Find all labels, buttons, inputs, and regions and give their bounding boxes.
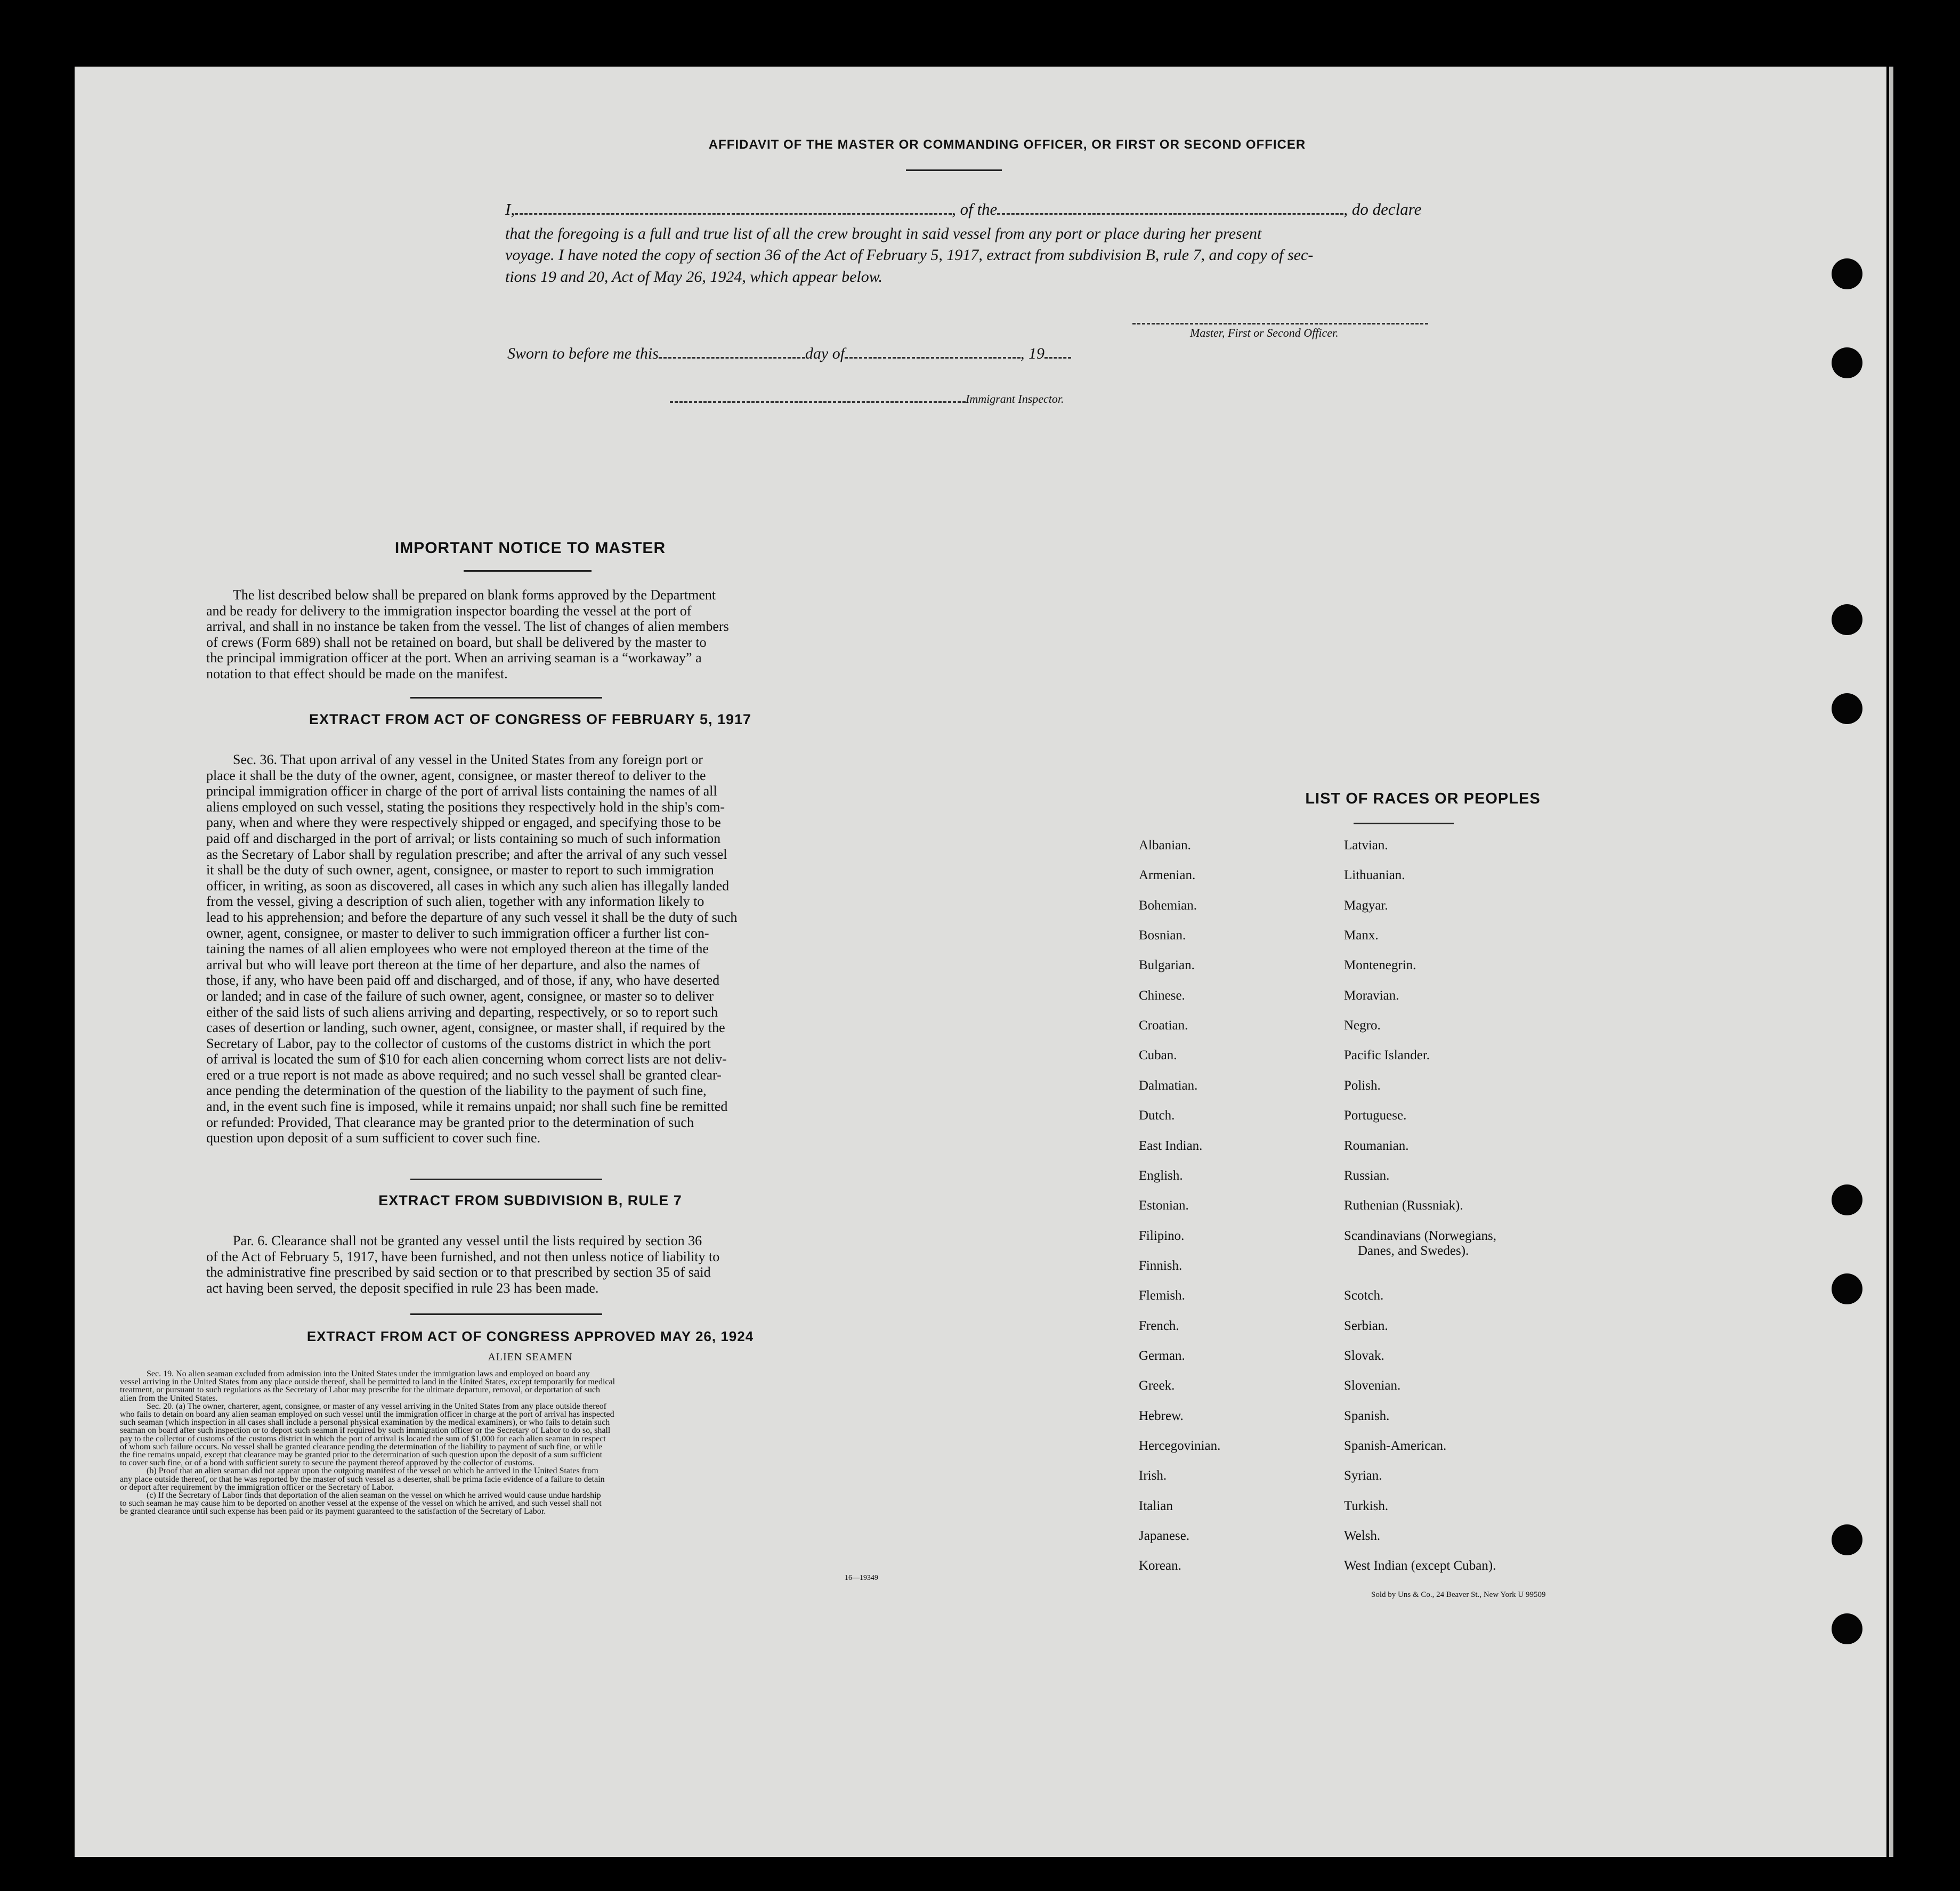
notice-title: IMPORTANT NOTICE TO MASTER [394, 539, 666, 557]
extract-1917-line: owner, agent, consignee, or master to deliver to such immigration officer a further list con- [206, 925, 709, 941]
extract-rule7-title: EXTRACT FROM SUBDIVISION B, RULE 7 [378, 1192, 682, 1208]
race-list-item: Latvian. [1344, 838, 1388, 853]
race-list-item: Armenian. [1139, 868, 1196, 883]
race-list-item: Roumanian. [1344, 1138, 1409, 1153]
year-prefix: , 19 [1021, 345, 1045, 362]
extract-1924-line: who fails to detain on board any alien seaman employed on such vessel until the immigration officer in charge at the port of arrival has inspected [120, 1410, 614, 1419]
extract-rule7-line: of the Act of February 5, 1917, have been furnished, and not then unless notice of liability to [206, 1248, 720, 1264]
race-list-item: West Indian (except Cuban). [1344, 1559, 1496, 1573]
race-list-item: Japanese. [1139, 1529, 1190, 1544]
vessel-blank[interactable] [997, 213, 1343, 215]
race-list-item: Danes, and Swedes). [1358, 1243, 1469, 1258]
sworn-prefix: Sworn to before me this [507, 345, 659, 362]
extract-1924-line: alien from the United States. [120, 1393, 218, 1403]
binder-hole [1832, 258, 1862, 289]
notice-line: the principal immigration officer at the port. When an arriving seaman is a “workaway” a [206, 650, 702, 666]
race-list-item: Scotch. [1344, 1288, 1384, 1303]
extract-1924-line: pay to the collector of customs of the customs district in which the port of arrival is located the sum of $1,000 for each alien seaman in respect [120, 1434, 606, 1443]
extract-1924-line: or deport after requirement by the immigration officer or the Secretary of Labor. [120, 1482, 394, 1492]
race-list-item: Spanish-American. [1344, 1439, 1447, 1453]
race-list-item: Welsh. [1344, 1529, 1381, 1544]
race-list-item: German. [1139, 1348, 1185, 1363]
extract-1924-title: EXTRACT FROM ACT OF CONGRESS APPROVED MAY 26, 1924 [306, 1328, 754, 1344]
extract-1917-line: arrival but who will leave port thereon at the time of her departure, and also the names of [206, 956, 700, 972]
race-list-item: Slovak. [1344, 1348, 1384, 1363]
race-list-item: Lithuanian. [1344, 868, 1405, 883]
race-list-item: Korean. [1139, 1559, 1181, 1573]
race-list-item: Hebrew. [1139, 1408, 1184, 1423]
extract-1917-line: place it shall be the duty of the owner, agent, consignee, or master thereof to deliver to the [206, 767, 706, 783]
race-list-item: Albanian. [1139, 838, 1191, 853]
race-list-item: Dalmatian. [1139, 1078, 1198, 1093]
extract-1917-line: or refunded: Provided, That clearance may be granted prior to the determination of such [206, 1114, 694, 1130]
extract-1917-line: lead to his apprehension; and before the departure of any such vessel it shall be the duty of such [206, 909, 738, 925]
sworn-day-blank[interactable] [659, 357, 805, 359]
binding-edge [1889, 67, 1893, 1857]
notice-rule [410, 697, 602, 699]
race-list-item: Irish. [1139, 1468, 1167, 1483]
binder-hole [1832, 1524, 1862, 1555]
inspector-caption: Immigrant Inspector. [966, 392, 1064, 405]
name-blank[interactable] [515, 213, 952, 215]
notice-line: arrival, and shall in no instance be taken from the vessel. The list of changes of alien members [206, 619, 729, 635]
document-page [75, 67, 1886, 1857]
extract-1917-line: taining the names of all alien employees who were not employed thereon at the time of the [206, 941, 709, 957]
extract-1917-line: ance pending the determination of the question of the liability to the payment of such fine, [206, 1083, 707, 1099]
extract-1924-text [120, 1370, 962, 1516]
extract-1917-line: question upon deposit of a sum sufficient to cover such fine. [206, 1130, 541, 1146]
extract-1917-line: or landed; and in case of the failure of such owner, agent, consignee, or master so to deliver [206, 988, 714, 1004]
binder-hole [1832, 1613, 1862, 1644]
race-list-item: Montenegrin. [1344, 958, 1416, 973]
sworn-line [507, 345, 1071, 363]
extract-1924-line: to cover such fine, or of a bond with sufficient surety to secure the payment thereof approved by the collector of customs. [120, 1458, 534, 1468]
extract-1924-line: Sec. 19. No alien seaman excluded from admission into the United States under the immigration laws and employed on board any [147, 1369, 590, 1378]
extract-1917-line: paid off and discharged in the port of arrival; or lists containing so much of such information [206, 830, 721, 846]
extract-1917-line: cases of desertion or landing, such owner, agent, consignee, or master shall, if required by the [206, 1020, 725, 1036]
extract-1917-line: officer, in writing, as soon as discovered, all cases in which any such alien has illegally landed [206, 878, 730, 894]
notice-text [206, 587, 883, 682]
extract-1917-line: aliens employed on such vessel, stating the positions they respectively hold in the ship's com- [206, 799, 725, 815]
binder-hole [1832, 347, 1862, 378]
race-list-item: Bulgarian. [1139, 958, 1195, 973]
race-list-item: Turkish. [1344, 1498, 1389, 1513]
extract-1917-line: those, if any, who have been paid off and discharged, and of those, if any, who have deserted [206, 972, 720, 988]
extract-1924-subtitle: ALIEN SEAMEN [488, 1351, 573, 1363]
race-list-item: Pacific Islander. [1344, 1048, 1430, 1063]
notice-line: notation to that effect should be made on the manifest. [206, 665, 508, 681]
race-list-item: Italian [1139, 1498, 1173, 1513]
extract-1924-line: of whom such failure occurs. No vessel shall be granted clearance pending the determination of the liability to payment of such fine, or while [120, 1442, 603, 1451]
binder-hole [1832, 1273, 1862, 1304]
race-list-item: Negro. [1344, 1018, 1381, 1033]
extract-1924-line: seaman on board after such inspection or to deport such seaman if required by such immigration officer or the Secretary of Labor to do so, shall [120, 1426, 611, 1435]
extract-1924-line: to such seaman he may cause him to be deported on another vessel at the expense of the vessel on which he arrived, and such vessel shall not [120, 1499, 602, 1508]
inspector-blank[interactable] [670, 401, 966, 403]
extract-1917-line: from the vessel, giving a description of such alien, together with any information likely to [206, 894, 704, 910]
notice-title-rule [464, 570, 592, 572]
race-list-item: Scandinavians (Norwegians, [1344, 1228, 1497, 1243]
extract-1917-line: ered or a true report is not made as above required; and no such vessel shall be granted clear- [206, 1067, 722, 1083]
signature-caption: Master, First or Second Officer. [1190, 326, 1339, 339]
affidavit-line-2: that the foregoing is a full and true list of all the crew brought in said vessel from any port or place during her present [505, 225, 1262, 242]
extract-1917-line: pany, when and where they were respectively shipped or engaged, and specifying those to be [206, 815, 721, 831]
extract-rule7-rule [410, 1313, 602, 1315]
extract-1917-line: principal immigration officer in charge of the port of arrival lists containing the names of all [206, 783, 717, 799]
race-list-item: Finnish. [1139, 1258, 1183, 1273]
extract-1924-line: treatment, or pursuant to such regulations as the Secretary of Labor may prescribe for the ultimate departure, removal, or deportation of such [120, 1385, 601, 1395]
race-list-item: Chinese. [1139, 988, 1185, 1003]
extract-1917-rule [410, 1179, 602, 1180]
race-list-item: Syrian. [1344, 1468, 1382, 1483]
race-list-item: Manx. [1344, 928, 1379, 943]
extract-1924-line: such seaman (which inspection in all cases shall include a personal physical examination by the medical examiners), or who fails to detain such [120, 1418, 610, 1427]
sworn-month-blank[interactable] [845, 357, 1021, 359]
race-list-item: English. [1139, 1168, 1183, 1183]
extract-1917-line: Sec. 36. That upon arrival of any vessel in the United States from any foreign port or [233, 752, 703, 767]
extract-rule7-line: Par. 6. Clearance shall not be granted any vessel until the lists required by section 36 [233, 1233, 702, 1248]
affidavit-title: AFFIDAVIT OF THE MASTER OR COMMANDING OFFICER, OR FIRST OR SECOND OFFICER [708, 137, 1306, 152]
notice-line: The list described below shall be prepared on blank forms approved by the Department [233, 587, 716, 603]
seller-imprint: Sold by Uns & Co., 24 Beaver St., New York U 99509 [1371, 1590, 1546, 1599]
i-label: I, [505, 200, 515, 218]
sworn-year-blank[interactable] [1044, 357, 1071, 359]
race-list-item: Portuguese. [1344, 1108, 1407, 1123]
affidavit-line-4: tions 19 and 20, Act of May 26, 1924, which appear below. [505, 268, 883, 286]
race-list-item: Estonian. [1139, 1198, 1189, 1213]
race-list-item: French. [1139, 1318, 1179, 1333]
race-list-item: Polish. [1344, 1078, 1381, 1093]
binder-hole [1832, 693, 1862, 724]
do-declare-label: , do declare [1343, 200, 1422, 218]
notice-line: and be ready for delivery to the immigration inspector boarding the vessel at the port of [206, 603, 692, 619]
extract-1924-line: be granted clearance until such expense has been paid or its payment guaranteed to the satisfaction of the Secretary of Labor. [120, 1507, 546, 1516]
of-the-label: , of the [952, 200, 998, 218]
affidavit-line-3: voyage. I have noted the copy of section 36 of the Act of February 5, 1917, extract from subdivision B, rule 7, and copy of sec- [505, 246, 1314, 264]
extract-1924-line: Sec. 20. (a) The owner, charterer, agent, consignee, or master of any vessel arriving in the United States from any place outside thereof [147, 1401, 606, 1411]
extract-rule7-line: act having been served, the deposit specified in rule 23 has been made. [206, 1280, 599, 1296]
races-title-rule [1354, 823, 1454, 824]
race-list-item: Bohemian. [1139, 898, 1197, 913]
extract-1917-line: as the Secretary of Labor shall by regulation prescribe; and after the arrival of any such vessel [206, 846, 727, 862]
extract-1917-line: either of the said lists of such aliens arriving and departing, respectively, or so to report such [206, 1004, 718, 1020]
races-title: LIST OF RACES OR PEOPLES [1305, 790, 1541, 807]
race-list-item: Russian. [1344, 1168, 1390, 1183]
extract-rule7-text [206, 1233, 883, 1296]
extract-1917-line: and, in the event such fine is imposed, while it remains unpaid; nor shall such fine be remitted [206, 1099, 728, 1115]
race-list-item: Flemish. [1139, 1288, 1185, 1303]
extract-1924-line: (b) Proof that an alien seaman did not appear upon the outgoing manifest of the vessel on which he arrived in the United States from [147, 1466, 598, 1476]
race-list-item: Cuban. [1139, 1048, 1177, 1063]
race-list-item: Magyar. [1344, 898, 1388, 913]
extract-1917-line: Secretary of Labor, pay to the collector of customs of the customs district in which the port [206, 1035, 711, 1051]
race-list-item: Slovenian. [1344, 1378, 1401, 1393]
extract-1917-line: it shall be the duty of such owner, agent, consignee, or master to report to such immigration [206, 862, 714, 878]
binder-hole [1832, 604, 1862, 635]
race-list-item: Croatian. [1139, 1018, 1188, 1033]
extract-rule7-line: the administrative fine prescribed by said section or to that prescribed by section 35 of said [206, 1264, 711, 1280]
race-list-item: Bosnian. [1139, 928, 1186, 943]
race-list-item: Serbian. [1344, 1318, 1388, 1333]
race-list-item: Moravian. [1344, 988, 1399, 1003]
signature-blank[interactable] [1132, 323, 1428, 324]
extract-1924-line: any place outside thereof, or that he was reported by the master of such vessel as a deserter, shall be prima facie evidence of a failure to detain [120, 1474, 605, 1484]
inspector-line [670, 392, 1064, 406]
day-of-label: day of [805, 345, 845, 362]
affidavit-title-rule [906, 169, 1002, 171]
form-number: 16—19349 [845, 1574, 878, 1582]
extract-1917-line: of arrival is located the sum of $10 for each alien concerning whom correct lists are not deliv- [206, 1051, 727, 1067]
race-list-item: Greek. [1139, 1378, 1175, 1393]
extract-1924-line: vessel arriving in the United States from any place outside thereof, shall be permitted to land in the United States, except temporarily for medical [120, 1377, 615, 1387]
extract-1924-line: (c) If the Secretary of Labor finds that deportation of the alien seaman on the vessel on which he arrived would cause undue hardship [147, 1491, 601, 1500]
race-list-item: Ruthenian (Russniak). [1344, 1198, 1463, 1213]
race-list-item: Filipino. [1139, 1228, 1185, 1243]
race-list-item: Spanish. [1344, 1408, 1390, 1423]
binder-hole [1832, 1184, 1862, 1215]
race-list-item: East Indian. [1139, 1138, 1203, 1153]
affidavit-line-1 [505, 200, 1421, 219]
extract-1924-line: the fine remains unpaid, except that clearance may be granted prior to the determination of such question upon the deposit of a sum sufficient [120, 1450, 603, 1460]
race-list-item: Dutch. [1139, 1108, 1175, 1123]
extract-1917-text [206, 752, 883, 1146]
notice-line: of crews (Form 689) shall not be retained on board, but shall be delivered by the master to [206, 634, 707, 650]
extract-1917-title: EXTRACT FROM ACT OF CONGRESS OF FEBRUARY 5, 1917 [309, 711, 752, 727]
race-list-item: Hercegovinian. [1139, 1439, 1221, 1453]
